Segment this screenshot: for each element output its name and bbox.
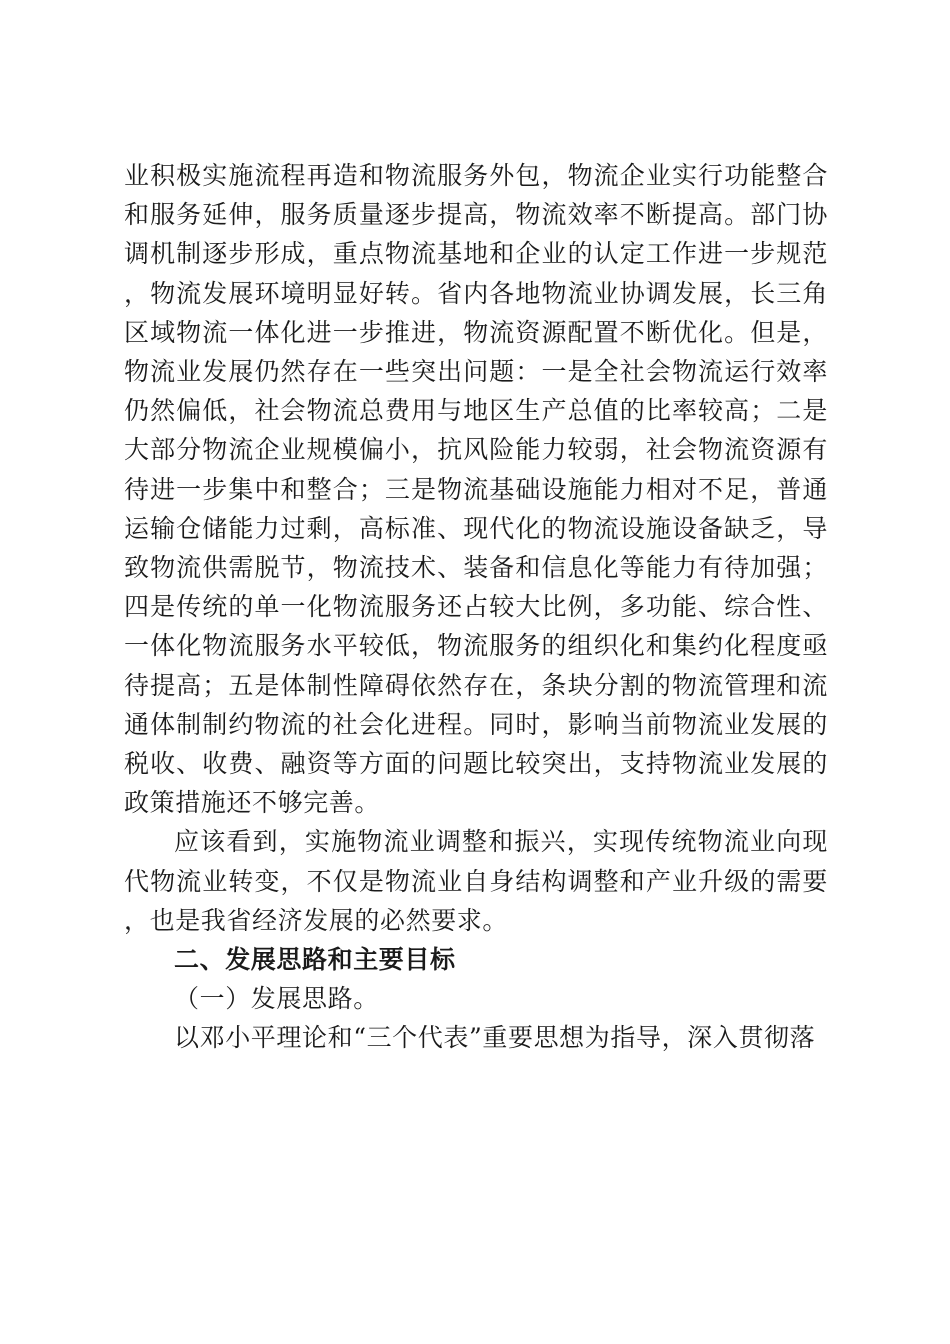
subsection-heading: （一）发展思路。 bbox=[174, 984, 379, 1014]
section-heading: 二、发展思路和主要目标 bbox=[174, 945, 456, 975]
document-page bbox=[124, 156, 828, 1058]
body-paragraph: 应该看到，实施物流业调整和振兴，实现传统物流业向现代物流业转变，不仅是物流业自身结构调整和产业升级的需要，也是我省经济发展的必然要求。 bbox=[124, 827, 828, 935]
body-paragraph-continued: 业积极实施流程再造和物流服务外包，物流企业实行功能整合和服务延伸，服务质量逐步提高，物流效率不断提高。部门协调机制逐步形成，重点物流基地和企业的认定工作进一步规范，物流发展环境明显好转。省内各地物流业协调发展，长三角区域物流一体化进一步推进，物流资源配置不断优化。但是，物流业发展仍然存在一些突出问题：一是全社会物流运行效率仍然偏低，社会物流总费用与地区生产总值的比率较高；二是大部分物流企业规模偏小，抗风险能力较弱，社会物流资源有待进一步集中和整合；三是物流基础设施能力相对不足，普通运输仓储能力过剩，高标准、现代化的物流设施设备缺乏，导致物流供需脱节，物流技术、装备和信息化等能力有待加强；四是传统的单一化物流服务还占较大比例，多功能、综合性、一体化物流服务水平较低，物流服务的组织化和集约化程度亟待提高；五是体制性障碍依然存在，条块分割的物流管理和流通体制制约物流的社会化进程。同时，影响当前物流业发展的税收、收费、融资等方面的问题比较突出，支持物流业发展的政策措施还不够完善。 bbox=[124, 161, 828, 818]
body-paragraph-closing: 以邓小平理论和“三个代表”重要思想为指导，深入贯彻落 bbox=[174, 1023, 816, 1053]
